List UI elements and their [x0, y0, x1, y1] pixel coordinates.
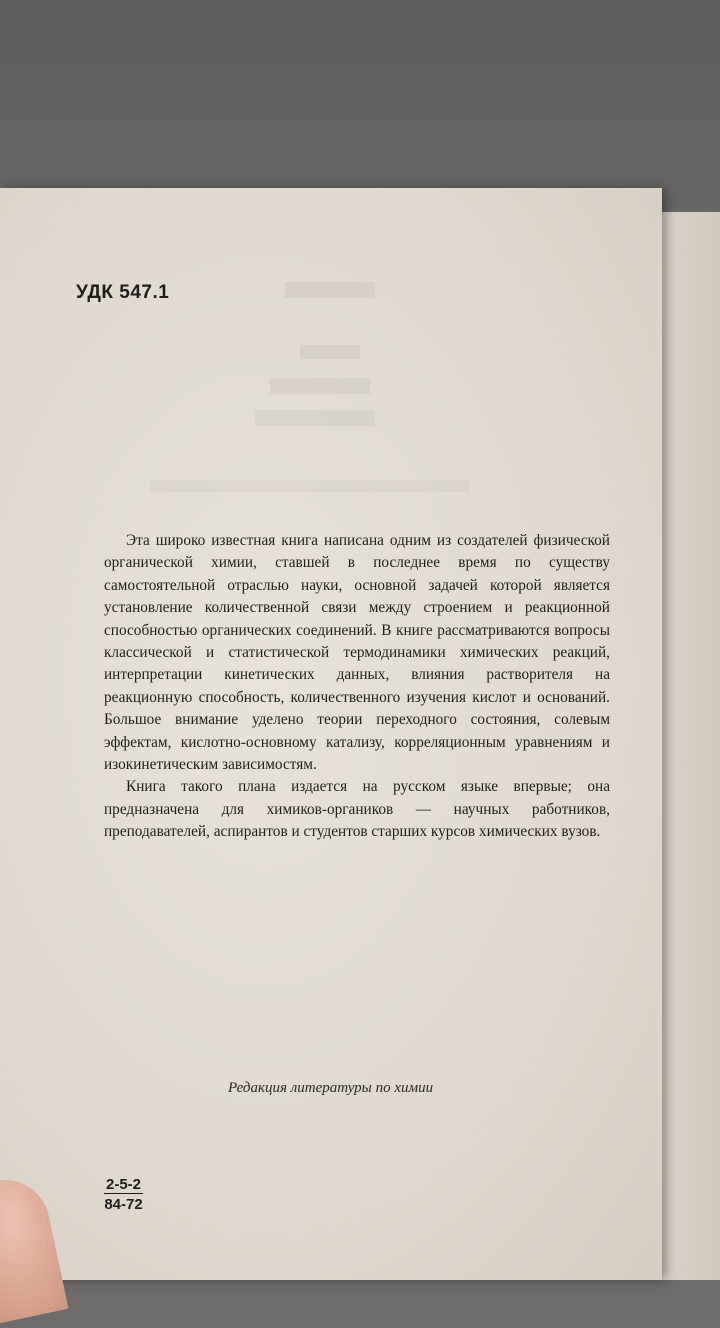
show-through-text: [150, 480, 470, 492]
annotation-paragraph-2: Книга такого плана издается на русском языке впервые; она предназначена для химиков-органиков — научных работников, преподавателей, аспирантов и студентов старших курсов химических вузов.: [104, 778, 610, 841]
next-page-edge: [652, 212, 720, 1280]
udk-code: УДК 547.1: [76, 282, 170, 303]
publication-code: [104, 1176, 143, 1213]
editorial-office: Редакция литературы по химии: [228, 1080, 434, 1096]
show-through-text: [285, 282, 375, 298]
show-through-text: [270, 378, 370, 394]
code-denominator: 84-72: [104, 1196, 143, 1213]
annotation-text: [104, 530, 610, 844]
show-through-text: [300, 345, 360, 359]
annotation-paragraph-1: Эта широко известная книга написана одним из создателей физической органической химии, ставшей в последнее время по существу самостоятельной отраслью науки, основной задачей которой является установление количественной связи между строением и реакционной способностью органических соединений. В книге рассматриваются вопросы классической и статистической термодинамики химических реакций, интерпретации кинетических данных, влияния растворителя на реакционную способность, количественного изучения кислот и оснований. Большое внимание уделено теории переходного состояния, солевым эффектам, кислотно-основному катализу, корреляционным уравнениям и изокинетическим зависимостям.: [104, 532, 610, 774]
show-through-text: [255, 410, 375, 426]
code-numerator: 2-5-2: [106, 1176, 142, 1193]
